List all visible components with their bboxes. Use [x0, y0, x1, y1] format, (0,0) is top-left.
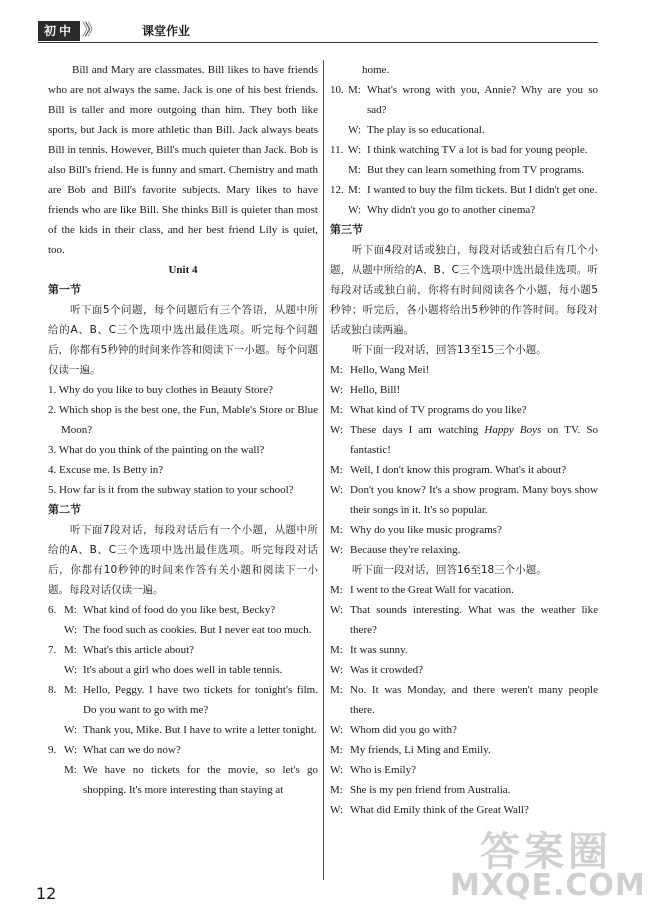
conversation-line — [330, 360, 598, 380]
speaker: W: — [348, 144, 362, 156]
item-number: 6. — [48, 604, 57, 616]
conversation-line — [330, 520, 598, 540]
dialog-text-head: These days I am watching — [350, 424, 485, 436]
watermark-logo-text: 答案圈 — [480, 829, 612, 875]
speaker: M: — [330, 784, 343, 796]
dialog-text: Why do you like music programs? — [350, 524, 502, 536]
speaker: M: — [330, 584, 343, 596]
item-number — [48, 660, 64, 680]
dialog-line — [48, 680, 318, 720]
unit-title: Unit 4 — [168, 264, 198, 276]
watermark — [440, 820, 646, 910]
dialog-line — [48, 600, 318, 620]
conversation-line — [330, 780, 598, 800]
right-column — [330, 60, 598, 820]
item-number: 9. — [48, 744, 57, 756]
question-3: 3. What do you think of the painting on the wall? — [48, 444, 265, 456]
chevron-icon: 》》 — [82, 20, 97, 39]
item-number: 12. — [330, 184, 344, 196]
dialog-line — [330, 200, 598, 220]
page-number: 12 — [36, 884, 57, 903]
conversation-1-lead: 听下面一段对话，回答13至15三个小题。 — [352, 344, 547, 356]
item-number — [48, 720, 64, 740]
conversation-line — [330, 600, 598, 640]
speaker: M: — [348, 84, 361, 96]
dialog-text-tail: on TV. So fantastic! — [350, 424, 598, 456]
dialog-text: Why didn't you go to another cinema? — [367, 204, 536, 216]
speaker: W: — [64, 664, 78, 676]
dialog-line — [48, 660, 318, 680]
header-title: 课堂作业 — [142, 24, 191, 38]
conversation-line — [330, 640, 598, 660]
item-number: 11. — [330, 144, 344, 156]
question-1: 1. Why do you like to buy clothes in Beauty Store? — [48, 384, 273, 396]
dialog-text: What kind of TV programs do you like? — [350, 404, 527, 416]
speaker: W: — [330, 804, 344, 816]
dialog-text: Hello, Peggy. I have two tickets for tonight's film. Do you want to go with me? — [83, 684, 318, 716]
speaker: W: — [348, 124, 362, 136]
dialog-line — [330, 80, 598, 120]
dialog-text: The food such as cookies. But I never eat too much. — [83, 624, 312, 636]
grade-badge: 初中 — [38, 21, 80, 41]
conversation-line — [330, 740, 598, 760]
dialog-text: Don't you know? It's a show program. Many boys show their songs in it. It's so popular. — [350, 484, 598, 516]
conversation-line — [330, 420, 598, 460]
conversation-line — [330, 460, 598, 480]
speaker: W: — [64, 624, 78, 636]
speaker: M: — [330, 524, 343, 536]
dialog-text: I wanted to buy the film tickets. But I didn't get one. — [367, 184, 598, 196]
speaker: W: — [330, 664, 344, 676]
section-3-instructions: 听下面4段对话或独白，每段对话或独白后有几个小题，从题中所给的A、B、C三个选项中选出最佳选项。听每段对话或独白前，你将有时间阅读各个小题，每小题5秒钟；听完后，各小题将给出5秒钟的作答时间。每段对话或独白读两遍。 — [330, 244, 598, 336]
dialog-line — [330, 140, 598, 160]
speaker: M: — [64, 644, 77, 656]
conversation-line — [330, 380, 598, 400]
conversation-line — [330, 480, 598, 520]
dialog-text: Who is Emily? — [350, 764, 416, 776]
speaker: M: — [330, 404, 343, 416]
dialog-text: We have no tickets for the movie, so let's go shopping. It's more interesting than staying at — [83, 764, 318, 796]
dialog-line — [48, 620, 318, 640]
conversation-line — [330, 720, 598, 740]
dialog-line — [330, 180, 598, 200]
speaker: M: — [64, 764, 77, 776]
dialog-text: Hello, Bill! — [350, 384, 401, 396]
dialog-text: Hello, Wang Mei! — [350, 364, 430, 376]
dialog-continuation: home. — [362, 64, 390, 76]
dialog-text: Whom did you go with? — [350, 724, 457, 736]
watermark-url: MXQE.COM — [450, 868, 646, 903]
dialog-text: But they can learn something from TV programs. — [367, 164, 585, 176]
dialog-text: That sounds interesting. What was the weather like there? — [350, 604, 598, 636]
left-column — [48, 60, 318, 800]
speaker: W: — [64, 744, 78, 756]
speaker: W: — [330, 764, 344, 776]
item-number — [330, 120, 348, 140]
dialog-text: Well, I don't know this program. What's it about? — [350, 464, 567, 476]
dialog-text: What kind of food do you like best, Becky? — [83, 604, 276, 616]
dialog-line — [330, 120, 598, 140]
speaker: M: — [330, 464, 343, 476]
conversation-line — [330, 540, 598, 560]
conversation-line — [330, 400, 598, 420]
program-title: Happy Boys — [484, 424, 542, 436]
speaker: M: — [330, 644, 343, 656]
dialog-text: What's this article about? — [83, 644, 195, 656]
section-2-title: 第二节 — [48, 503, 81, 516]
section-3-title: 第三节 — [330, 223, 363, 236]
speaker: W: — [330, 604, 344, 616]
question-4: 4. Excuse me. Is Betty in? — [48, 464, 164, 476]
dialog-text: She is my pen friend from Australia. — [350, 784, 511, 796]
speaker: W: — [330, 424, 344, 436]
reading-passage: Bill and Mary are classmates. Bill likes to have friends who are not always the same. Jack is one of his best friends. Bill is taller and more outgoing than him. They both like sports, but Jack is more athletic than Bill. Jack always beats Bill in tennis. However, Bill's much quieter than Jack. Bob is also Bill's friend. He is funny and smart. Chemistry and math are Bob and Bill's favorite subjects. Mary likes to have friends who are like Bill. She thinks Bill is quieter than most of the kids in their class, and her best friend Lily is quiet, too. — [48, 64, 318, 256]
item-number — [330, 160, 348, 180]
item-number: 7. — [48, 644, 57, 656]
section-1-instructions: 听下面5个问题，每个问题后有三个答语，从题中所给的A、B、C三个选项中选出最佳选项。听完每个问题后，你都有5秒钟的时间来作答和阅读下一小题。每个问题仅读一遍。 — [48, 304, 318, 376]
dialog-text: It was sunny. — [350, 644, 408, 656]
dialog-text — [350, 420, 598, 460]
dialog-line — [330, 160, 598, 180]
dialog-text: No. It was Monday, and there weren't many people there. — [350, 684, 598, 716]
section-2-instructions: 听下面7段对话，每段对话后有一个小题，从题中所给的A、B、C三个选项中选出最佳选项。听完每段对话后，你都有10秒钟的时间来作答有关小题和阅读下一小题。每段对话仅读一遍。 — [48, 524, 318, 596]
dialog-text: What did Emily think of the Great Wall? — [350, 804, 529, 816]
speaker: M: — [64, 684, 77, 696]
dialog-text: What's wrong with you, Annie? Why are you so sad? — [367, 84, 598, 116]
item-number — [48, 620, 64, 640]
dialog-line — [48, 760, 318, 800]
speaker: W: — [330, 384, 344, 396]
speaker: W: — [330, 484, 344, 496]
item-number — [330, 200, 348, 220]
speaker: W: — [348, 204, 362, 216]
dialog-text: Thank you, Mike. But I have to write a letter tonight. — [83, 724, 317, 736]
speaker: M: — [348, 164, 361, 176]
speaker: M: — [64, 604, 77, 616]
speaker: W: — [330, 724, 344, 736]
speaker: M: — [348, 184, 361, 196]
page-header — [38, 20, 598, 43]
speaker: M: — [330, 744, 343, 756]
dialog-text: It's about a girl who does well in table tennis. — [83, 664, 283, 676]
column-divider — [323, 60, 324, 880]
section-1-title: 第一节 — [48, 283, 81, 296]
dialog-text: I went to the Great Wall for vacation. — [350, 584, 514, 596]
dialog-text: Was it crowded? — [350, 664, 424, 676]
conversation-line — [330, 760, 598, 780]
dialog-line — [48, 740, 318, 760]
conversation-2-lead: 听下面一段对话，回答16至18三个小题。 — [352, 564, 547, 576]
question-2: 2. Which shop is the best one, the Fun, Mable's Store or Blue Moon? — [48, 404, 318, 436]
speaker: M: — [330, 364, 343, 376]
dialog-line — [48, 720, 318, 740]
speaker: W: — [330, 544, 344, 556]
dialog-text: What can we do now? — [83, 744, 181, 756]
conversation-line — [330, 680, 598, 720]
speaker: W: — [64, 724, 78, 736]
conversation-line — [330, 800, 598, 820]
item-number: 10. — [330, 84, 344, 96]
question-5: 5. How far is it from the subway station to your school? — [48, 484, 294, 496]
conversation-line — [330, 660, 598, 680]
speaker: M: — [330, 684, 343, 696]
item-number: 8. — [48, 684, 57, 696]
dialog-text: Because they're relaxing. — [350, 544, 461, 556]
dialog-text: The play is so educational. — [367, 124, 485, 136]
item-number — [48, 760, 64, 800]
dialog-line — [48, 640, 318, 660]
dialog-text: I think watching TV a lot is bad for young people. — [367, 144, 588, 156]
conversation-line — [330, 580, 598, 600]
dialog-text: My friends, Li Ming and Emily. — [350, 744, 491, 756]
